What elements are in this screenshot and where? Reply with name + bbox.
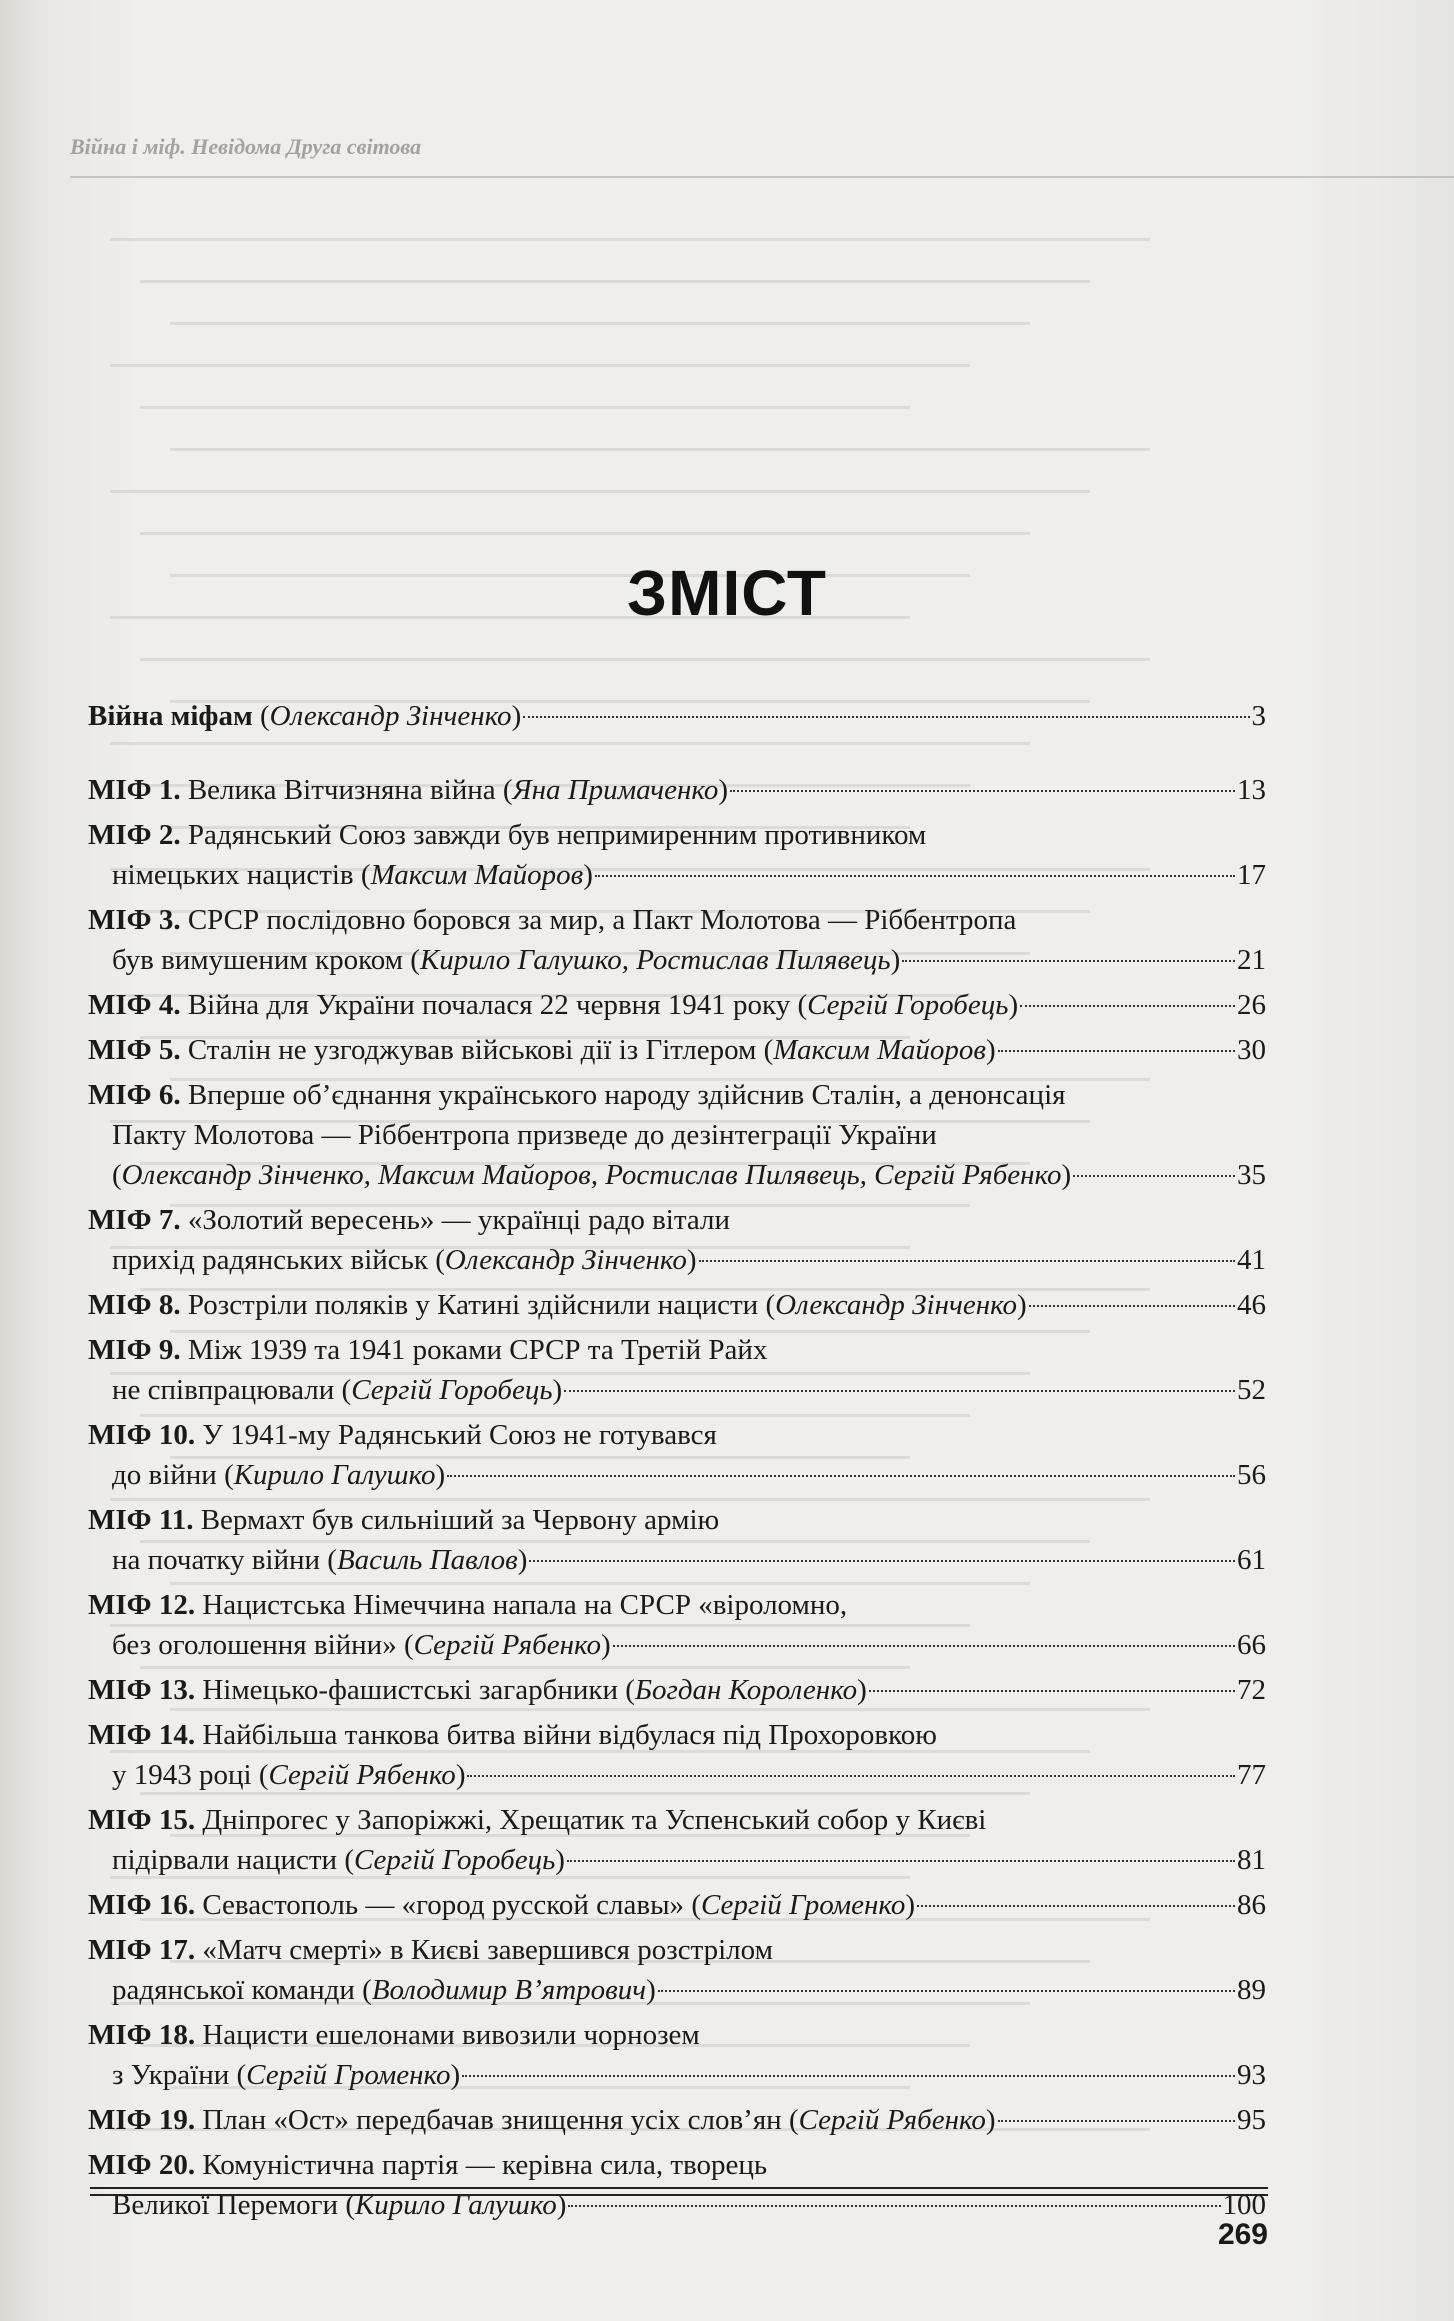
- toc-entry-myth-18: МІФ 18. Нацисти ешелонами вивозили чорнозем з України (Сергій Громенко) 93: [88, 2015, 1266, 2095]
- toc-entry-author: Сергій Горобець: [353, 1844, 556, 1876]
- toc-entry-myth-10: МІФ 10. У 1941-му Радянський Союз не готувався до війни (Кирило Галушко) 56: [88, 1415, 1266, 1495]
- bleed-through-line: [110, 238, 1150, 241]
- toc-entry-myth-12: МІФ 12. Нацистська Німеччина напала на СРСР «віроломно, без оголошення війни» (Сергій Рябенко) 66: [88, 1585, 1266, 1665]
- toc-page-number: 89: [1237, 1974, 1266, 2006]
- toc-leader-dots: [462, 2075, 1235, 2077]
- bleed-through-line: [110, 364, 970, 367]
- bleed-through-line: [170, 322, 1030, 325]
- toc-entry-title: Дніпрогес у Запоріжжі, Хрещатик та Успенський собор у Києві: [202, 1804, 987, 1836]
- toc-page-number: 93: [1237, 2059, 1266, 2091]
- toc-entry-label: МІФ 15.: [88, 1804, 196, 1836]
- toc-entry-label: МІФ 16.: [88, 1889, 196, 1921]
- bleed-through-line: [140, 532, 1030, 535]
- toc-entry-title: СРСР послідовно боровся за мир, а Пакт Молотова — Ріббентропа: [187, 904, 1017, 936]
- toc-entry-label: МІФ 9.: [88, 1334, 181, 1366]
- toc-entry-title: Севастополь — «город русской славы»: [202, 1889, 685, 1921]
- toc-entry-title: Між 1939 та 1941 роками СРСР та Третій Райх: [187, 1334, 768, 1366]
- toc-entry-author: Олександр Зінченко: [444, 1244, 687, 1276]
- toc-entry-title: «Матч смерті» в Києві завершився розстрілом: [202, 1934, 773, 1966]
- toc-entry-label: МІФ 20.: [88, 2149, 196, 2181]
- toc-entry-author: Яна Примаченко: [512, 774, 719, 806]
- footer-rule-bottom: [90, 2194, 1268, 2196]
- toc-entry-label: МІФ 6.: [88, 1079, 181, 1111]
- toc-entry-myth-5: МІФ 5. Сталін не узгоджував військові дії із Гітлером (Максим Майоров) 30: [88, 1030, 1266, 1070]
- toc-leader-dots: [869, 1690, 1235, 1692]
- toc-page-number: 56: [1237, 1459, 1266, 1491]
- toc-entry-title: «Золотий вересень» — українці радо вітали: [187, 1204, 730, 1236]
- toc-entry-myth-1: МІФ 1. Велика Вітчизняна війна (Яна Примаченко) 13: [88, 770, 1266, 810]
- toc-leader-dots: [658, 1990, 1235, 1992]
- toc-entry-title: Вперше об’єднання українського народу здійснив Сталін, а денонсація: [187, 1079, 1066, 1111]
- toc-leader-dots: [613, 1645, 1235, 1647]
- toc-entry-myth-3: МІФ 3. СРСР послідовно боровся за мир, а Пакт Молотова — Ріббентропа був вимушеним кроком (Кирило Галушко, Ростислав Пилявець) 21: [88, 900, 1266, 980]
- toc-entry-label: МІФ 13.: [88, 1674, 196, 1706]
- toc-entry-title: Радянський Союз завжди був непримиренним противником: [187, 819, 927, 851]
- toc-entry-title: не співпрацювали: [112, 1374, 335, 1406]
- toc-entry-label: МІФ 7.: [88, 1204, 181, 1236]
- toc-page-number: 72: [1237, 1674, 1266, 1706]
- toc-page-number: 41: [1237, 1244, 1266, 1276]
- toc-entry-myth-15: МІФ 15. Дніпрогес у Запоріжжі, Хрещатик та Успенський собор у Києві підірвали нацисти (Сергій Горобець) 81: [88, 1800, 1266, 1880]
- toc-leader-dots: [998, 2120, 1235, 2122]
- toc-page-number: 52: [1237, 1374, 1266, 1406]
- toc-entry-myth-14: МІФ 14. Найбільша танкова битва війни відбулася під Прохоровкою у 1943 році (Сергій Рябенко) 77: [88, 1715, 1266, 1795]
- toc-entry-title: до війни: [112, 1459, 217, 1491]
- toc-entry-author: Максим Майоров: [370, 859, 584, 891]
- toc-entry-author: Кирило Галушко, Ростислав Пилявець: [419, 944, 891, 976]
- toc-entry-author: Кирило Галушко: [233, 1459, 436, 1491]
- toc-entry-author: Сергій Горобець: [351, 1374, 553, 1406]
- footer-rule-top: [90, 2187, 1268, 2189]
- toc-entry-title: План «Ост» передбачав знищення усіх слов’ян: [202, 2104, 782, 2136]
- toc-entry-title: без оголошення війни»: [112, 1629, 397, 1661]
- toc-page-number: 81: [1237, 1844, 1266, 1876]
- toc-leader-dots: [1029, 1305, 1235, 1307]
- toc-entry-author: Олександр Зінченко, Максим Майоров, Ростислав Пилявець, Сергій Рябенко: [121, 1159, 1062, 1191]
- toc-leader-dots: [529, 1560, 1235, 1562]
- table-of-contents: [88, 696, 1266, 2225]
- toc-leader-dots: [1073, 1175, 1235, 1177]
- toc-entry-title: Велика Вітчизняна війна: [187, 774, 496, 806]
- toc-leader-dots: [998, 1050, 1235, 1052]
- toc-entry-title: Нацистська Німеччина напала на СРСР «віроломно,: [202, 1589, 848, 1621]
- toc-page-number: 61: [1237, 1544, 1266, 1576]
- bleed-through-line: [140, 280, 1090, 283]
- toc-entry-label: МІФ 5.: [88, 1034, 181, 1066]
- bleed-through-line: [140, 658, 1150, 661]
- toc-leader-dots: [1020, 1005, 1235, 1007]
- toc-entry-title: був вимушеним кроком: [112, 944, 404, 976]
- page-title: ЗМІСТ: [627, 557, 827, 629]
- toc-page-number: 100: [1222, 2189, 1266, 2221]
- toc-entry-title: Сталін не узгоджував військові дії із Гітлером: [187, 1034, 757, 1066]
- page-number: 269: [1217, 2218, 1268, 2251]
- toc-leader-dots: [467, 1775, 1235, 1777]
- toc-entry-intro: Війна міфам (Олександр Зінченко) 3: [88, 696, 1266, 736]
- toc-leader-dots: [917, 1905, 1235, 1907]
- toc-page-number: 46: [1237, 1289, 1266, 1321]
- toc-entry-label: МІФ 4.: [88, 989, 181, 1021]
- toc-page-number: 77: [1237, 1759, 1266, 1791]
- toc-entry-label: Війна міфам: [88, 700, 253, 732]
- bleed-through-line: [140, 406, 910, 409]
- toc-entry-author: Сергій Громенко: [700, 1889, 906, 1921]
- toc-entry-label: МІФ 17.: [88, 1934, 196, 1966]
- toc-entry-title: у 1943 році: [112, 1759, 252, 1791]
- toc-entry-title: з України: [112, 2059, 230, 2091]
- toc-leader-dots: [902, 960, 1235, 962]
- toc-entry-label: МІФ 12.: [88, 1589, 196, 1621]
- toc-entry-author: Олександр Зінченко: [269, 700, 512, 732]
- toc-entry-label: МІФ 10.: [88, 1419, 196, 1451]
- toc-page-number: 13: [1237, 774, 1266, 806]
- toc-entry-author: Володимир В’ятрович: [371, 1974, 647, 2006]
- toc-leader-dots: [730, 790, 1235, 792]
- toc-entry-author: Олександр Зінченко: [775, 1289, 1018, 1321]
- toc-entry-myth-19: МІФ 19. План «Ост» передбачав знищення усіх слов’ян (Сергій Рябенко) 95: [88, 2100, 1266, 2140]
- toc-entry-label: МІФ 11.: [88, 1504, 194, 1536]
- toc-entry-title: Розстріли поляків у Катині здійснили нацисти: [187, 1289, 759, 1321]
- toc-leader-dots: [568, 2205, 1220, 2207]
- running-head-rule: [70, 176, 1454, 178]
- toc-page-number: 17: [1237, 859, 1266, 891]
- toc-entry-myth-11: МІФ 11. Вермахт був сильніший за Червону армію на початку війни (Василь Павлов) 61: [88, 1500, 1266, 1580]
- toc-entry-myth-4: МІФ 4. Війна для України почалася 22 червня 1941 року (Сергій Горобець) 26: [88, 985, 1266, 1025]
- toc-entry-title: підірвали нацисти: [112, 1844, 338, 1876]
- toc-entry-author: Кирило Галушко: [355, 2189, 557, 2221]
- toc-entry-myth-17: МІФ 17. «Матч смерті» в Києві завершився розстрілом радянської команди (Володимир В’ятрович) 89: [88, 1930, 1266, 2010]
- toc-page-number: 86: [1237, 1889, 1266, 1921]
- toc-entry-myth-20: МІФ 20. Комуністична партія — керівна сила, творець Великої Перемоги (Кирило Галушко) 100: [88, 2145, 1266, 2225]
- toc-entry-label: МІФ 3.: [88, 904, 181, 936]
- toc-page-number: 95: [1237, 2104, 1266, 2136]
- toc-entry-author: Сергій Горобець: [807, 989, 1009, 1021]
- toc-entry-myth-16: МІФ 16. Севастополь — «город русской славы» (Сергій Громенко) 86: [88, 1885, 1266, 1925]
- toc-page-number: 66: [1237, 1629, 1266, 1661]
- toc-entry-label: МІФ 8.: [88, 1289, 181, 1321]
- toc-entry-author: Сергій Рябенко: [268, 1759, 456, 1791]
- toc-entry-title: прихід радянських військ: [112, 1244, 428, 1276]
- toc-page-number: 21: [1237, 944, 1266, 976]
- toc-entry-title: Пакту Молотова — Ріббентропа призведе до дезінтеграції України: [112, 1119, 937, 1151]
- toc-entry-myth-9: МІФ 9. Між 1939 та 1941 роками СРСР та Третій Райх не співпрацювали (Сергій Горобець) 52: [88, 1330, 1266, 1410]
- toc-entry-myth-2: МІФ 2. Радянський Союз завжди був непримиренним противником німецьких нацистів (Максим Майоров) 17: [88, 815, 1266, 895]
- toc-entry-myth-8: МІФ 8. Розстріли поляків у Катині здійснили нацисти (Олександр Зінченко) 46: [88, 1285, 1266, 1325]
- toc-entry-title: німецьких нацистів: [112, 859, 354, 891]
- toc-leader-dots: [699, 1260, 1235, 1262]
- toc-entry-author: Сергій Громенко: [246, 2059, 451, 2091]
- toc-leader-dots: [567, 1860, 1235, 1862]
- toc-leader-dots: [447, 1475, 1235, 1477]
- bleed-through-line: [110, 490, 1090, 493]
- toc-leader-dots: [595, 875, 1235, 877]
- running-head: Війна і міф. Невідома Друга світова: [70, 134, 422, 159]
- toc-entry-myth-13: МІФ 13. Німецько-фашистські загарбники (Богдан Короленко) 72: [88, 1670, 1266, 1710]
- toc-entry-title: Війна для України почалася 22 червня 1941 року: [187, 989, 791, 1021]
- toc-leader-dots: [564, 1390, 1235, 1392]
- toc-entry-author: Василь Павлов: [336, 1544, 518, 1576]
- bleed-through-line: [170, 448, 1150, 451]
- toc-page-number: 35: [1237, 1159, 1266, 1191]
- toc-leader-dots: [523, 716, 1249, 718]
- toc-entry-title: Нацисти ешелонами вивозили чорнозем: [202, 2019, 700, 2051]
- toc-entry-author: Сергій Рябенко: [798, 2104, 986, 2136]
- toc-entry-title: Вермахт був сильніший за Червону армію: [200, 1504, 720, 1536]
- toc-entry-label: МІФ 18.: [88, 2019, 196, 2051]
- toc-entry-label: МІФ 2.: [88, 819, 181, 851]
- toc-entry-author: Максим Майоров: [773, 1034, 986, 1066]
- toc-page-number: 3: [1251, 700, 1266, 732]
- toc-entry-myth-7: МІФ 7. «Золотий вересень» — українці радо вітали прихід радянських військ (Олександр Зінченко) 41: [88, 1200, 1266, 1280]
- toc-entry-title: У 1941-му Радянський Союз не готувався: [202, 1419, 717, 1451]
- toc-entry-title: на початку війни: [112, 1544, 321, 1576]
- toc-entry-title: Комуністична партія — керівна сила, творець: [202, 2149, 768, 2181]
- toc-entry-title: Німецько-фашистські загарбники: [202, 1674, 618, 1706]
- toc-entry-author: Богдан Короленко: [634, 1674, 858, 1706]
- toc-page-number: 30: [1237, 1034, 1266, 1066]
- toc-entry-label: МІФ 1.: [88, 774, 181, 806]
- toc-entry-label: МІФ 19.: [88, 2104, 196, 2136]
- toc-page-number: 26: [1237, 989, 1266, 1021]
- toc-entry-myth-6: МІФ 6. Вперше об’єднання українського народу здійснив Сталін, а денонсація Пакту Молотова — Ріббентропа призведе до дезінтеграції України (Олександр Зінченко, Максим Майоров, Ростислав Пилявець, Сергій Рябенко) 35: [88, 1075, 1266, 1195]
- toc-entry-title: радянської команди: [112, 1974, 355, 2006]
- toc-entry-title: Великої Перемоги: [112, 2189, 339, 2221]
- toc-entry-author: Сергій Рябенко: [413, 1629, 601, 1661]
- toc-entry-label: МІФ 14.: [88, 1719, 196, 1751]
- toc-entry-title: Найбільша танкова битва війни відбулася під Прохоровкою: [202, 1719, 937, 1751]
